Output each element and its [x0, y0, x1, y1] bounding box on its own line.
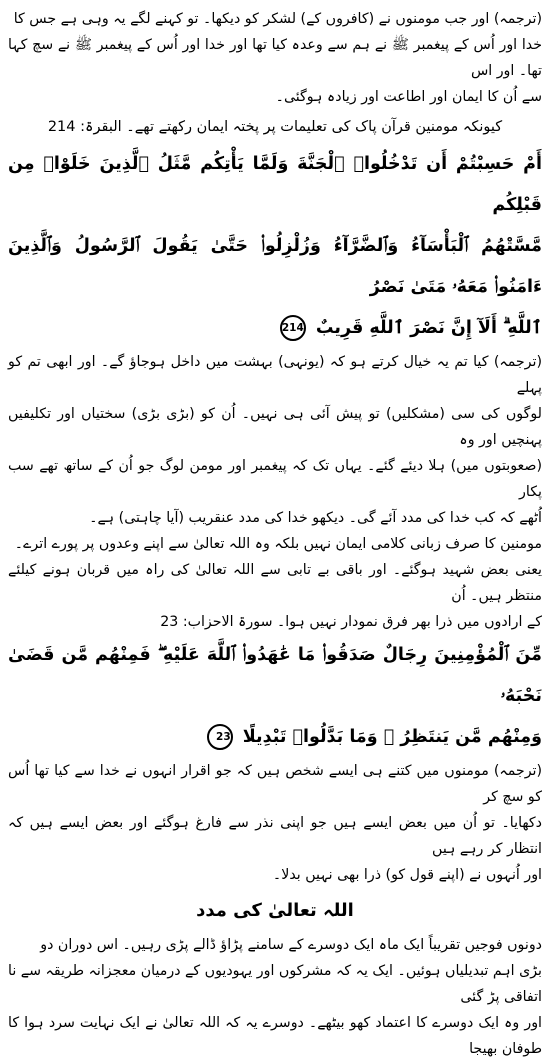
ayah-number-marker: 23	[207, 724, 233, 750]
text-line: کے ارادوں میں ذرا بھر فرق نمودار نہیں ہوا۔ سورۃ الاحزاب: 23	[160, 614, 542, 630]
text-line: سے اُن کا ایمان اور اطاعت اور زیادہ ہوگئی۔	[275, 89, 542, 105]
reference-line-baqarah: کیونکہ مومنین قرآن پاک کی تعلیمات پر پختہ ایمان رکھتے تھے۔ البقرۃ: 214	[47, 119, 503, 135]
arabic-line	[8, 717, 542, 758]
quran-verse-23	[8, 635, 542, 758]
text-line: اور وہ ایک دوسرے کا اعتماد کھو بیٹھے۔ دوسرے یہ کہ اللہ تعالیٰ نے ایک نہایت سرد ہوا کا طوفان بھیجا	[8, 1015, 542, 1057]
text-line: خدا اور اُس کے پیغمبر ﷺ نے ہم سے وعدہ کیا تھا اور خدا اور اُس کے پیغمبر ﷺ نے سچ کہا تھا۔ اور اس	[8, 37, 542, 79]
text-line: (ترجمہ) کیا تم یہ خیال کرتے ہو کہ (یونہی) بہشت میں داخل ہوجاؤ گے۔ اور ابھی تم کو پہلے	[8, 354, 542, 396]
arabic-line-text: وَمِنْهُم مَّن يَنتَظِرُ ۖ وَمَا بَدَّلُوا۟ تَبْدِيلًا	[242, 727, 542, 747]
text-line: بڑی اہم تبدیلیاں ہوئیں۔ ایک یہ کہ مشرکوں اور یہودیوں کے درمیان معجزانہ طریقہ سے نا اتفاقی پڑ گئی	[8, 963, 542, 1005]
translation-paragraph-3	[8, 758, 542, 888]
quran-verse-214	[8, 144, 542, 349]
translation-paragraph-1	[8, 6, 542, 110]
translation-paragraph-2	[8, 349, 542, 635]
text-line: دونوں فوجیں تقریباً ایک ماہ ایک دوسرے کے سامنے پڑاؤ ڈالے پڑی رہیں۔ اس دوران دو	[40, 937, 542, 953]
arabic-line	[8, 308, 542, 349]
ayah-number-marker: 214	[280, 315, 306, 341]
text-line: یعنی بعض شہید ہوگئے۔ اور باقی بے تابی سے اللہ تعالیٰ کی راہ میں قربان ہونے کیلئے منتظر ہیں۔ اُن	[8, 562, 542, 604]
body-paragraph-4	[8, 932, 542, 1062]
arabic-line: أَمْ حَسِبْتُمْ أَن تَدْخُلُوا۟ ٱلْجَنَّةَ وَلَمَّا يَأْتِكُم مَّثَلُ ٱلَّذِينَ خَلَوْا۟ مِن قَبْلِكُم	[8, 154, 542, 215]
text-line: اُٹھے کہ کب خدا کی مدد آئے گی۔ دیکھو خدا کی مدد عنقریب (آیا چاہتی) ہے۔	[89, 510, 542, 526]
text-line: دکھایا۔ تو اُن میں بعض ایسے ہیں جو اپنی نذر سے فارغ ہوگئے اور بعض ایسے ہیں کہ انتظار کر رہے ہیں	[8, 815, 542, 857]
text-line: لوگوں کی سی (مشکلیں) تو پیش آئی ہی نہیں۔ اُن کو (بڑی بڑی) سختیاں اور تکلیفیں پہنچیں اور وہ	[8, 406, 542, 448]
text-line: (ترجمہ) مومنوں میں کتنے ہی ایسے شخص ہیں کہ جو اقرار انہوں نے خدا سے کیا تھا اُس کو سچ کر	[8, 763, 542, 805]
section-heading: اللہ تعالیٰ کی مدد	[196, 900, 354, 921]
text-line: اور اُنہوں نے (اپنے قول کو) ذرا بھی نہیں بدلا۔	[272, 867, 542, 883]
arabic-line-text: ٱللَّهِ ۗ أَلَآ إِنَّ نَصْرَ ٱللَّهِ قَرِيبٌ	[315, 318, 542, 338]
text-line: (ترجمہ) اور جب مومنوں نے (کافروں کے) لشکر کو دیکھا۔ تو کہنے لگے یہ وہی ہے جس کا	[13, 11, 542, 27]
text-line: (صعوبتوں میں) ہلا دیئے گئے۔ یہاں تک کہ پیغمبر اور مومن لوگ جو اُن کے ساتھ تھے سب پکار	[8, 458, 542, 500]
arabic-line: مِّنَ ٱلْمُؤْمِنِينَ رِجَالٌ صَدَقُوا۟ مَا عَٰهَدُوا۟ ٱللَّهَ عَلَيْهِ ۖ فَمِنْهُم مَّن قَضَىٰ نَحْبَهُۥ	[8, 645, 542, 706]
arabic-line: مَّسَّتْهُمُ ٱلْبَأْسَآءُ وَٱلضَّرَّآءُ وَزُلْزِلُوا۟ حَتَّىٰ يَقُولَ ٱلرَّسُولُ وَٱلَّذِينَ ءَامَنُوا۟ مَعَهُۥ مَتَىٰ نَصْرُ	[8, 236, 542, 297]
text-line: مومنین کا صرف زبانی کلامی ایمان نہیں بلکہ وہ اللہ تعالیٰ سے اپنے وعدوں پر پورے اترے۔	[14, 536, 542, 552]
